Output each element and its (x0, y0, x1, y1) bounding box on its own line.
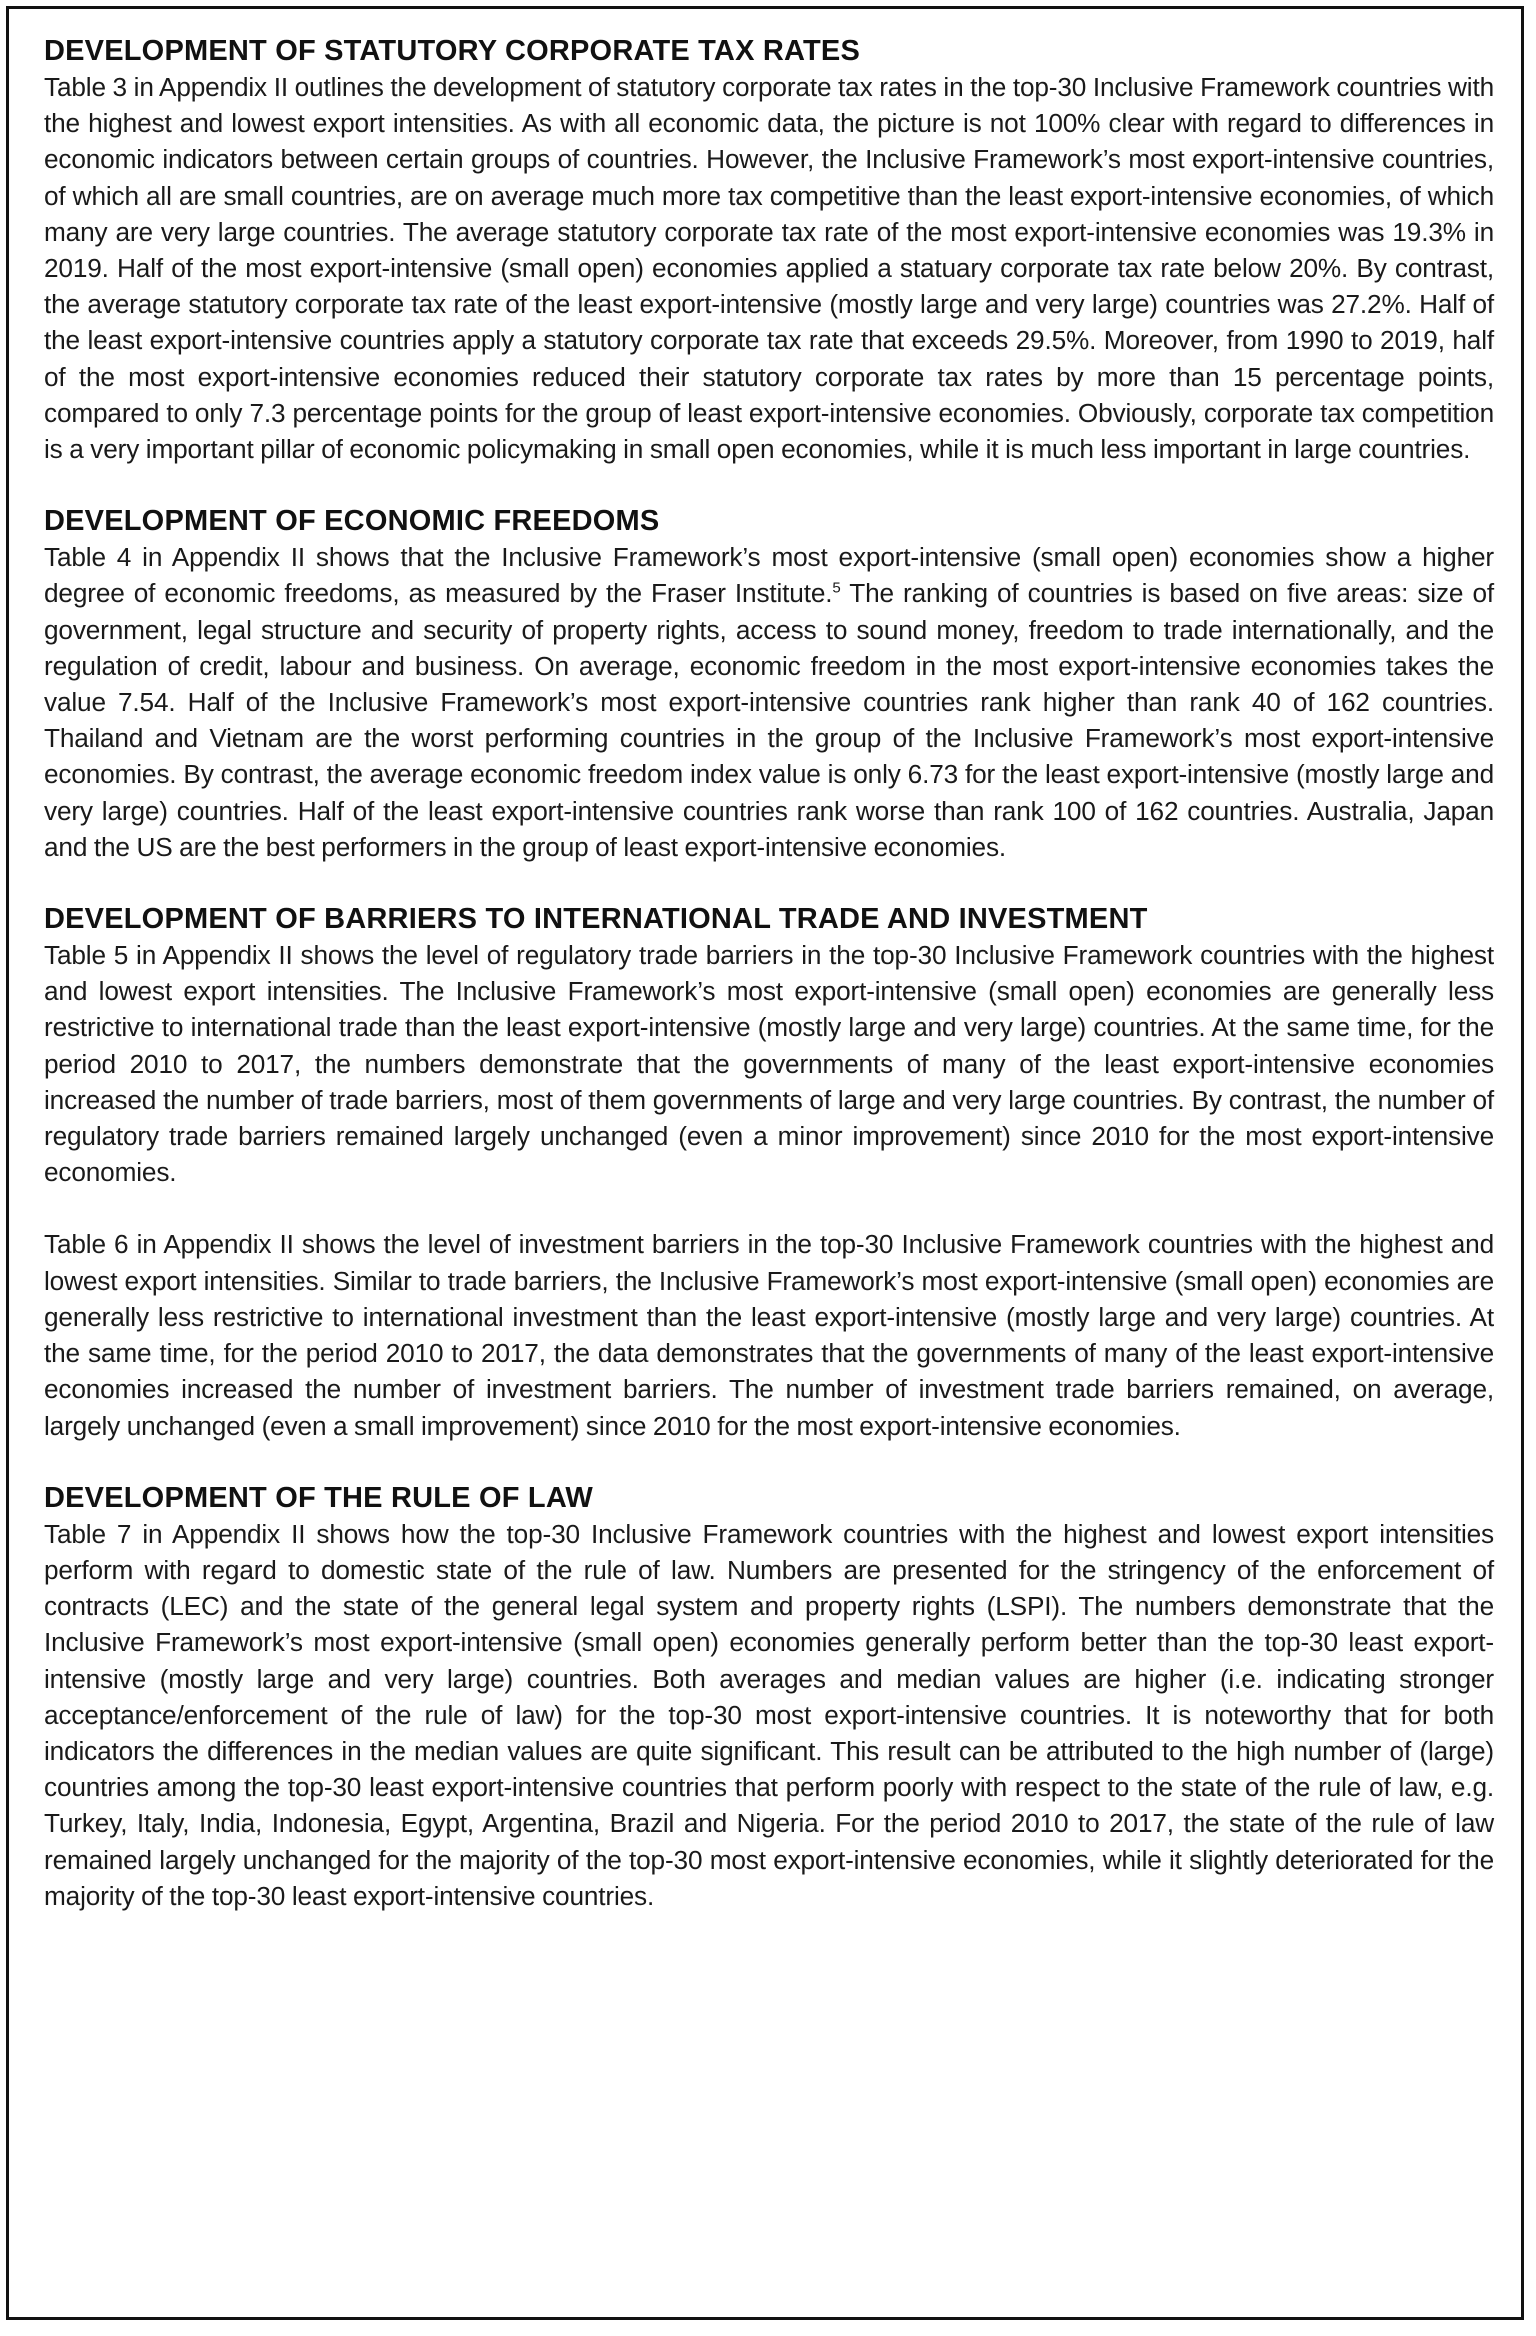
body-paragraph: Table 5 in Appendix II shows the level of regulatory trade barriers in the top-30 Inclusive Framework countries with the highest and lowest export intensities. The Inclusive Framework’s most export-intensive (small open) economies are generally less restrictive to international trade than the least export-intensive (mostly large and very large) countries. At the same time, for the period 2010 to 2017, the numbers demonstrate that the governments of many of the least export-intensive economies increased the number of trade barriers, most of them governments of large and very large countries. By contrast, the number of regulatory trade barriers remained largely unchanged (even a minor improvement) since 2010 for the most export-intensive economies. (44, 940, 1494, 1188)
section-heading: DEVELOPMENT OF ECONOMIC FREEDOMS (44, 505, 660, 538)
section-economic-freedoms (44, 503, 1494, 865)
body-paragraph: Table 6 in Appendix II shows the level of investment barriers in the top-30 Inclusive Framework countries with the highest and lowest export intensities. Similar to trade barriers, the Inclusive Framework’s most export-intensive (small open) economies are generally less restrictive to international investment than the least export-intensive (mostly large and very large) countries. At the same time, for the period 2010 to 2017, the data demonstrates that the governments of many of the least export-intensive economies increased the number of investment barriers. The number of investment trade barriers remained, on average, largely unchanged (even a small improvement) since 2010 for the most export-intensive economies. (44, 1229, 1494, 1441)
section-rule-of-law (44, 1480, 1494, 1914)
section-corporate-tax-rates (44, 33, 1494, 467)
paragraph-text: The ranking of countries is based on five areas: size of government, legal structure and security of property rights, access to sound money, freedom to trade internationally, and the regulation of credit, labour and business. On average, economic freedom in the most export-intensive economies takes the value 7.54. Half of the Inclusive Framework’s most export-intensive countries rank higher than rank 40 of 162 countries. Thailand and Vietnam are the worst performing countries in the group of the Inclusive Framework’s most export-intensive economies. By contrast, the average economic freedom index value is only 6.73 for the least export-intensive (mostly large and very large) countries. Half of the least export-intensive countries rank worse than rank 100 of 162 countries. Australia, Japan and the US are the best performers in the group of least export-intensive economies. (44, 578, 1494, 862)
body-paragraph: Table 3 in Appendix II outlines the development of statutory corporate tax rates in the top-30 Inclusive Framework countries with the highest and lowest export intensities. As with all economic data, the picture is not 100% clear with regard to differences in economic indicators between certain groups of countries. However, the Inclusive Framework’s most export-intensive countries, of which all are small countries, are on average much more tax competitive than the least export-intensive economies, of which many are very large countries. The average statutory corporate tax rate of the most export-intensive economies was 19.3% in 2019. Half of the most export-intensive (small open) economies applied a statuary corporate tax rate below 20%. By contrast, the average statutory corporate tax rate of the least export-intensive (mostly large and very large) countries was 27.2%. Half of the least export-intensive countries apply a statutory corporate tax rate that exceeds 29.5%. Moreover, from 1990 to 2019, half of the most export-intensive economies reduced their statutory corporate tax rates by more than 15 percentage points, compared to only 7.3 percentage points for the group of least export-intensive economies. Obviously, corporate tax competition is a very important pillar of economic policymaking in small open economies, while it is much less important in large countries. (44, 72, 1494, 465)
document-body (44, 33, 1494, 1950)
section-trade-investment-barriers (44, 901, 1494, 1444)
section-heading: DEVELOPMENT OF BARRIERS TO INTERNATIONAL TRADE AND INVESTMENT (44, 903, 1148, 936)
footnote-marker[interactable]: 5 (832, 579, 841, 597)
paragraph-text: Table 4 in Appendix II shows that the Inclusive Framework’s most export-intensive (small open) economies show a higher degree of economic freedoms, as measured by the Fraser Institute. (44, 542, 1494, 609)
body-paragraph: Table 7 in Appendix II shows how the top-30 Inclusive Framework countries with the highest and lowest export intensities perform with regard to domestic state of the rule of law. Numbers are presented for the stringency of the enforcement of contracts (LEC) and the state of the general legal system and property rights (LSPI). The numbers demonstrate that the Inclusive Framework’s most export-intensive (small open) economies generally perform better than the top-30 least export-intensive (mostly large and very large) countries. Both averages and median values are higher (i.e. indicating stronger acceptance/enforcement of the rule of law) for the top-30 most export-intensive countries. It is noteworthy that for both indicators the differences in the median values are quite significant. This result can be attributed to the high number of (large) countries among the top-30 least export-intensive countries that perform poorly with respect to the state of the rule of law, e.g. Turkey, Italy, India, Indonesia, Egypt, Argentina, Brazil and Nigeria. For the period 2010 to 2017, the state of the rule of law remained largely unchanged for the majority of the top-30 most export-intensive economies, while it slightly deteriorated for the majority of the top-30 least export-intensive countries. (44, 1518, 1494, 1911)
body-paragraph (44, 539, 1494, 865)
section-heading: DEVELOPMENT OF STATUTORY CORPORATE TAX RATES (44, 35, 860, 67)
section-heading: DEVELOPMENT OF THE RULE OF LAW (44, 1481, 593, 1514)
